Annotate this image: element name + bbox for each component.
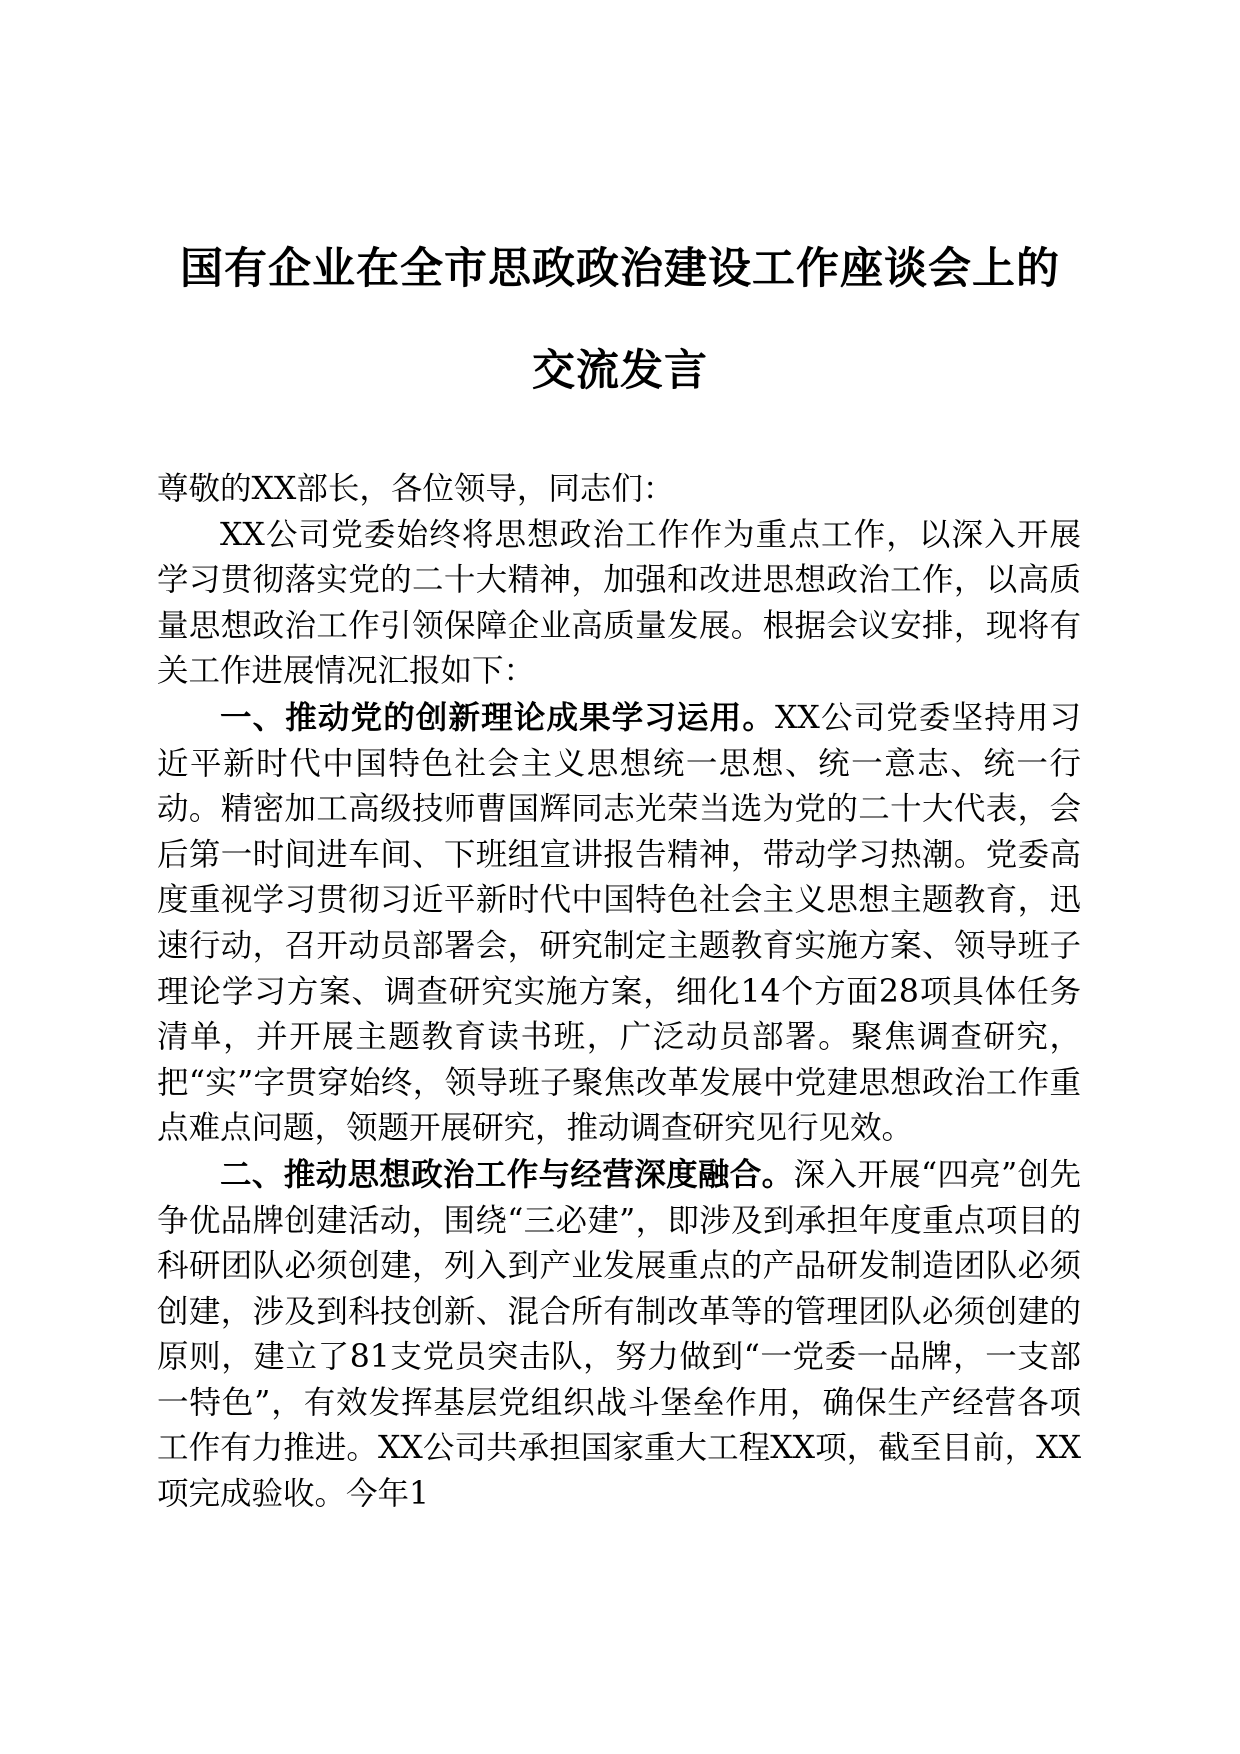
- salutation: 尊敬的XX部长，各位领导，同志们：: [157, 471, 675, 507]
- title-line-1: 国有企业在全市思政政治建设工作座谈会上的: [180, 244, 1060, 294]
- section-text-2: 深入开展“四亮”创先争优品牌创建活动，围绕“三必建”，即涉及到承担年度重点项目的科研团队必须创建，列入到产业发展重点的产品研发制造团队必须创建，涉及到科技创新、混合所有制改革等的管理团队必须创建的原则，建立了81支党员突击队，努力做到“一党委一品牌，一支部一特色”，有效发挥基层党组织战斗堡垒作用，确保生产经营各项工作有力推进。XX公司共承担国家重大工程XX项，截至目前，XX项完成验收。今年1: [157, 1156, 1081, 1513]
- section-text-1: XX公司党委坚持用习近平新时代中国特色社会主义思想统一思想、统一意志、统一行动。精密加工高级技师曹国辉同志光荣当选为党的二十大代表，会后第一时间进车间、下班组宣讲报告精神，带动学习热潮。党委高度重视学习贯彻习近平新时代中国特色社会主义思想主题教育，迅速行动，召开动员部署会，研究制定主题教育实施方案、领导班子理论学习方案、调查研究实施方案，细化14个方面28项具体任务清单，并开展主题教育读书班，广泛动员部署。聚焦调查研究，把“实”字贯穿始终，领导班子聚焦改革发展中党建思想政治工作重点难点问题，领题开展研究，推动调查研究见行见效。: [157, 699, 1081, 1147]
- document-body: [157, 467, 1081, 1518]
- intro-paragraph: XX公司党委始终将思想政治工作作为重点工作，以深入开展学习贯彻落实党的二十大精神，加强和改进思想政治工作，以高质量思想政治工作引领保障企业高质量发展。根据会议安排，现将有关工作进展情况汇报如下：: [157, 516, 1081, 690]
- title-line-2: 交流发言: [532, 346, 708, 396]
- section-paragraph-1: [157, 695, 1081, 1152]
- section-heading-2: 二、推动思想政治工作与经营深度融合。: [220, 1155, 794, 1193]
- section-paragraph-2: [157, 1152, 1081, 1518]
- document-title: [150, 218, 1090, 422]
- section-heading-1: 一、推动党的创新理论成果学习运用。: [220, 698, 775, 736]
